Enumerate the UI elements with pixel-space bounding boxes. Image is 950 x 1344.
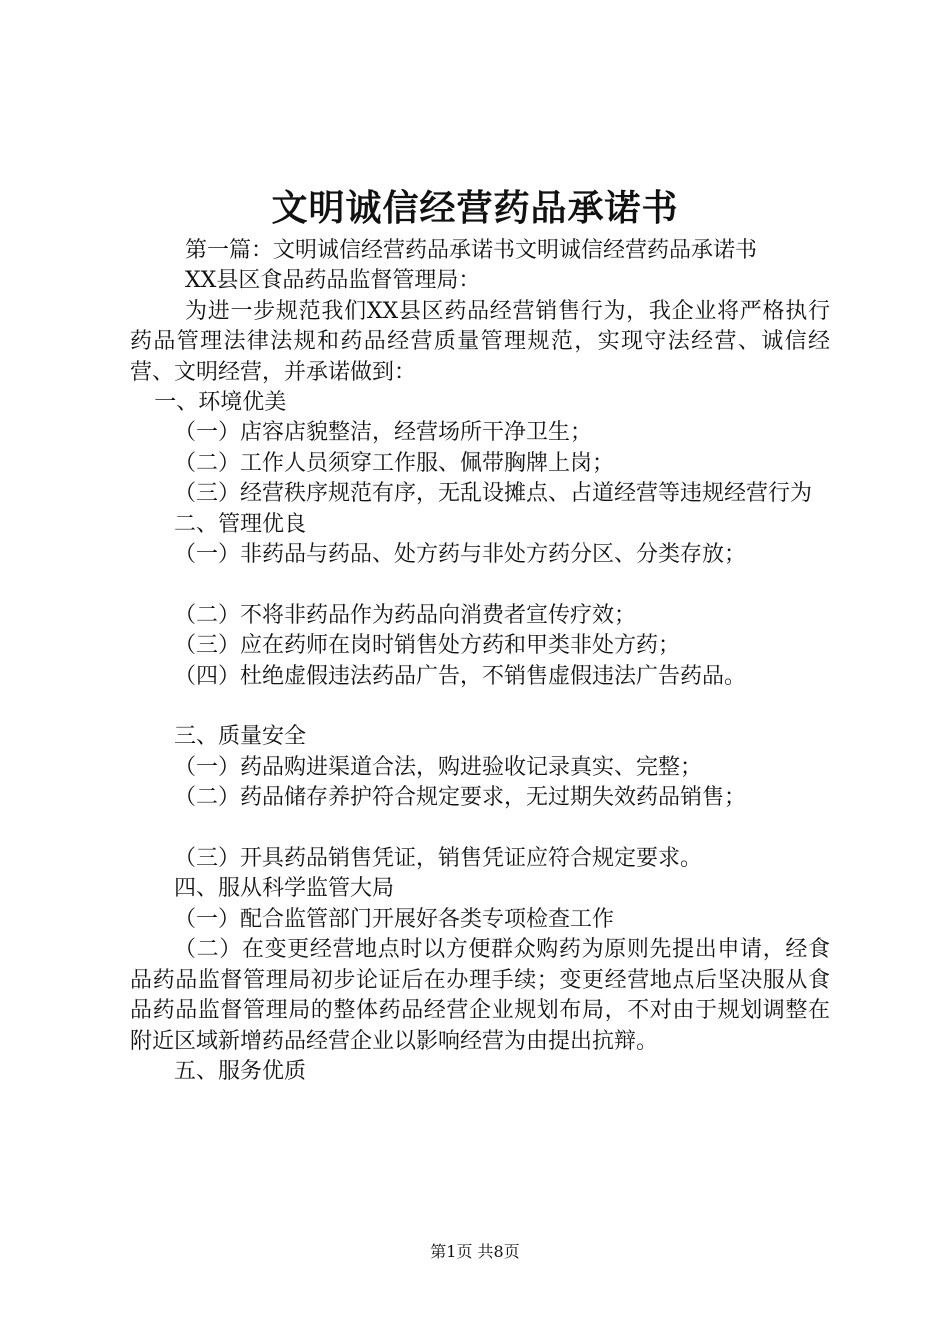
section-heading-3: 三、质量安全 bbox=[174, 724, 307, 750]
page-title: 文明诚信经营药品承诺书 bbox=[271, 187, 679, 229]
section-heading-1: 一、环境优美 bbox=[154, 390, 287, 416]
list-item: （一）店容店貌整洁，经营场所干净卫生； bbox=[174, 420, 593, 446]
document-body bbox=[130, 236, 830, 1087]
list-item: （二）在变更经营地点时以方便群众购药为原则先提出申请，经食品药品监督管理局初步论证后在办理手续；变更经营地点后坚决服从食品药品监督管理局的整体药品经营企业规划布局，不对由于规划调整在附近区域新增药品经营企业以影响经营为由提出抗辩。 bbox=[130, 937, 830, 1054]
section-heading-5: 五、服务优质 bbox=[174, 1058, 307, 1084]
paragraph-intro: 为进一步规范我们XX县区药品经营销售行为，我企业将严格执行药品管理法律法规和药品经营质量管理规范，实现守法经营、诚信经营、文明经营，并承诺做到： bbox=[130, 298, 830, 385]
list-item: （三）经营秩序规范有序，无乱设摊点、占道经营等违规经营行为 bbox=[174, 481, 813, 507]
list-item: （二）不将非药品作为药品向消费者宣传疗效； bbox=[174, 602, 637, 628]
page-footer: 第1页 共8页 bbox=[430, 1242, 520, 1261]
list-item: （四）杜绝虚假违法药品广告，不销售虚假违法广告药品。 bbox=[174, 663, 747, 689]
paragraph-addressee: XX县区食品药品监督管理局： bbox=[185, 268, 481, 294]
list-item: （二）工作人员须穿工作服、佩带胸牌上岗； bbox=[174, 450, 615, 476]
list-item: （一）非药品与药品、处方药与非处方药分区、分类存放； bbox=[174, 542, 747, 568]
list-item: （三）开具药品销售凭证，销售凭证应符合规定要求。 bbox=[174, 846, 703, 872]
list-item: （一）配合监管部门开展好各类专项检查工作 bbox=[174, 906, 615, 932]
list-item: （二）药品储存养护符合规定要求，无过期失效药品销售； bbox=[174, 785, 747, 811]
list-item: （三）应在药师在岗时销售处方药和甲类非处方药； bbox=[174, 633, 681, 659]
section-heading-4: 四、服从科学监管大局 bbox=[174, 876, 395, 902]
section-heading-2: 二、管理优良 bbox=[174, 511, 307, 537]
list-item: （一）药品购进渠道合法，购进验收记录真实、完整； bbox=[174, 754, 703, 780]
paragraph-heading-part-one: 第一篇：文明诚信经营药品承诺书文明诚信经营药品承诺书 bbox=[185, 238, 758, 263]
